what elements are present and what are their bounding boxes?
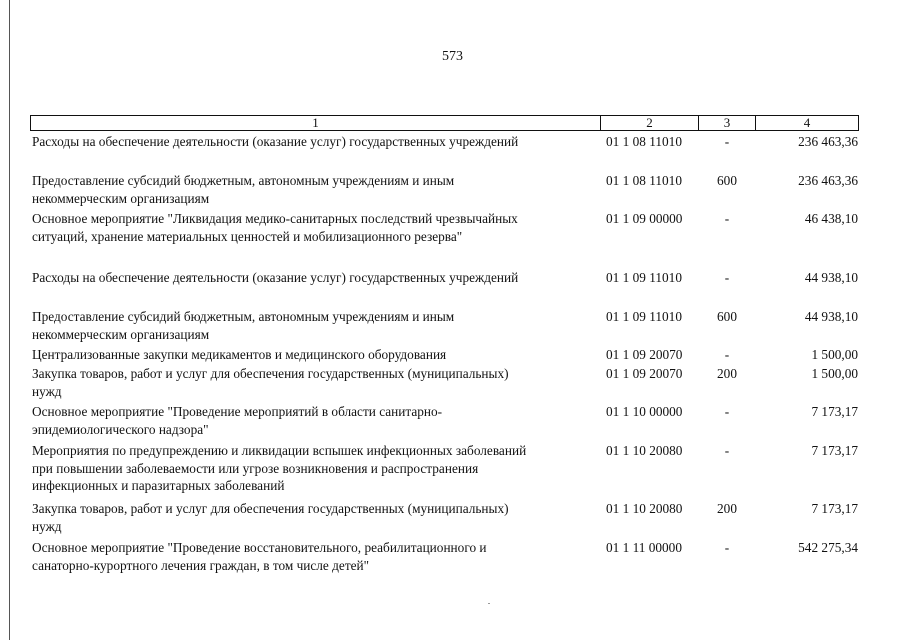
row-sum: 7 173,17 xyxy=(811,501,858,516)
row-sum: 7 173,17 xyxy=(811,404,858,419)
row-name: Основное мероприятие "Ликвидация медико-санитарных последствий чрезвычайных ситуаций, хранение материальных ценностей и мобилизационного резерва" xyxy=(32,211,518,244)
row-name: Предоставление субсидий бюджетным, автономным учреждениям и иным некоммерческим организациям xyxy=(32,173,455,206)
row-code: 01 1 10 20080 xyxy=(606,443,683,458)
row-type: - xyxy=(724,211,730,226)
row-code: 01 1 09 11010 xyxy=(606,309,682,324)
row-sum: 1 500,00 xyxy=(811,366,858,381)
row-code: 01 1 09 20070 xyxy=(606,347,683,362)
row-sum: 46 438,10 xyxy=(804,211,858,226)
row-code: 01 1 09 00000 xyxy=(606,211,683,226)
row-type: 200 xyxy=(717,366,737,381)
row-name: Закупка товаров, работ и услуг для обеспечения государственных (муниципальных) нужд xyxy=(32,366,509,399)
row-type: 200 xyxy=(717,501,737,516)
row-type: - xyxy=(724,134,730,149)
row-sum: 236 463,36 xyxy=(798,134,858,149)
row-sum: 236 463,36 xyxy=(798,173,858,188)
row-name: Расходы на обеспечение деятельности (оказание услуг) государственных учреждений xyxy=(32,134,519,149)
row-name: Закупка товаров, работ и услуг для обеспечения государственных (муниципальных) нужд xyxy=(32,501,509,534)
header-col-4: 4 xyxy=(803,115,811,130)
row-type: - xyxy=(724,540,730,555)
row-type: - xyxy=(724,347,730,362)
row-code: 01 1 10 00000 xyxy=(606,404,683,419)
row-name: Централизованные закупки медикаментов и медицинского оборудования xyxy=(32,347,447,362)
row-sum: 44 938,10 xyxy=(804,309,858,324)
row-name: Мероприятия по предупреждению и ликвидации вспышек инфекционных заболеваний при повышении заболеваемости или угрозе возникновения и распространения инфекционных и паразитарных заболеваний xyxy=(32,443,527,493)
header-col-3: 3 xyxy=(723,115,731,130)
row-code: 01 1 08 11010 xyxy=(606,134,682,149)
row-type: - xyxy=(724,404,730,419)
row-code: 01 1 10 20080 xyxy=(606,501,683,516)
row-code: 01 1 11 00000 xyxy=(606,540,682,555)
row-code: 01 1 09 11010 xyxy=(606,270,682,285)
row-type: 600 xyxy=(717,173,737,188)
row-sum: 44 938,10 xyxy=(804,270,858,285)
row-type: 600 xyxy=(717,309,737,324)
row-code: 01 1 08 11010 xyxy=(606,173,682,188)
scan-edge-line xyxy=(9,0,10,640)
row-sum: 7 173,17 xyxy=(811,443,858,458)
header-col-2: 2 xyxy=(646,115,653,130)
row-type: - xyxy=(724,443,730,458)
header-col-1: 1 xyxy=(312,115,319,130)
row-name: Предоставление субсидий бюджетным, автономным учреждениям и иным некоммерческим организациям xyxy=(32,309,455,342)
row-name: Основное мероприятие "Проведение мероприятий в области санитарно- эпидемиологического надзора" xyxy=(32,404,443,437)
page-number: 573 xyxy=(442,49,463,64)
row-code: 01 1 09 20070 xyxy=(606,366,683,381)
row-type: - xyxy=(724,270,730,285)
scan-speck xyxy=(488,603,490,604)
row-name: Основное мероприятие "Проведение восстановительного, реабилитационного и санаторно-курортного лечения граждан, в том числе детей" xyxy=(32,540,487,573)
row-name: Расходы на обеспечение деятельности (оказание услуг) государственных учреждений xyxy=(32,270,519,285)
row-sum: 1 500,00 xyxy=(811,347,858,362)
table-header xyxy=(30,115,859,131)
row-sum: 542 275,34 xyxy=(798,540,858,555)
